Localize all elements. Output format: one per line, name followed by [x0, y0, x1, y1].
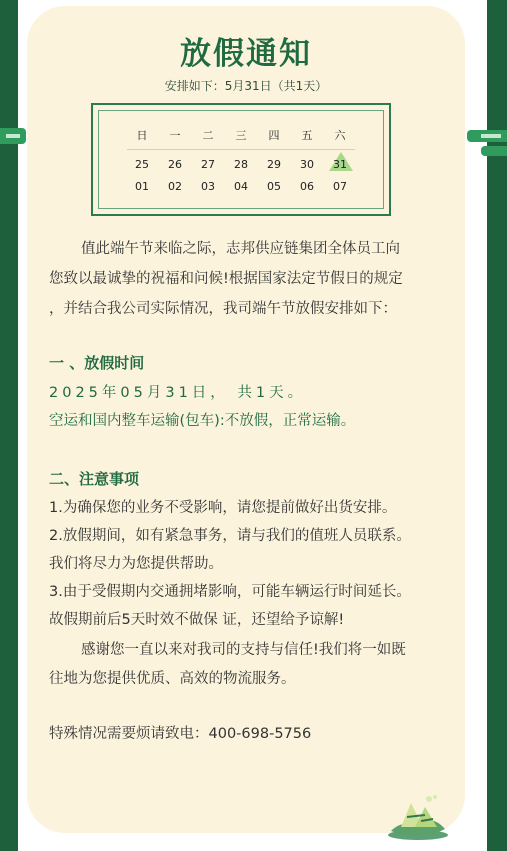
note-line: 2.放假期间，如有紧急事务，请与我们的值班人员联系。: [49, 528, 411, 544]
highlight-day-label: 31: [333, 158, 347, 171]
calendar-day: 29: [267, 158, 281, 171]
weekday: 四: [268, 129, 280, 142]
calendar-day: 07: [333, 180, 347, 193]
weekday: 日: [136, 129, 148, 142]
thanks-line: 感谢您一直以来对我司的支持与信任!我们将一如既: [81, 642, 406, 658]
left-frame-ornament: [0, 128, 26, 144]
calendar: [91, 103, 391, 216]
right-frame-ornament: [467, 130, 507, 158]
weekday: 三: [235, 129, 247, 142]
calendar-day: 02: [168, 180, 182, 193]
note-line: 3.由于受假期内交通拥堵影响，可能车辆运行时间延长。: [49, 584, 411, 600]
section-heading-notes: 二、注意事项: [49, 470, 140, 488]
intro-line: ，并结合我公司实际情况，我司端午节放假安排如下：: [49, 301, 397, 317]
calendar-day: 25: [135, 158, 149, 171]
holiday-date: 2025年05月31日， 共1天。: [49, 385, 307, 401]
weekday: 二: [202, 129, 214, 142]
right-frame-border: [481, 0, 507, 851]
calendar-day: 04: [234, 180, 248, 193]
calendar-day: 28: [234, 158, 248, 171]
weekday: 五: [301, 129, 313, 142]
holiday-note: 空运和国内整车运输(包车):不放假，正常运输。: [49, 413, 356, 429]
notice-card: [27, 6, 465, 833]
section-heading-holiday: 一 、放假时间: [49, 354, 145, 372]
notice-subtitle: 安排如下：5月31日（共1天）: [164, 79, 328, 93]
calendar-day: 06: [300, 180, 314, 193]
note-line: 故假期前后5天时效不做保 证，还望给予谅解!: [49, 612, 345, 628]
weekday: 六: [334, 129, 346, 142]
intro-line: 您致以最诚挚的祝福和问候!根据国家法定节假日的规定: [49, 271, 403, 287]
calendar-weekdays: [131, 127, 351, 143]
calendar-day: 05: [267, 180, 281, 193]
note-line: 1.为确保您的业务不受影响，请您提前做好出货安排。: [49, 500, 397, 516]
zongzi-illustration-icon: [385, 791, 451, 841]
calendar-week-1: [131, 158, 351, 171]
weekday: 一: [169, 129, 181, 142]
note-line: 我们将尽力为您提供帮助。: [49, 556, 223, 572]
calendar-day: 26: [168, 158, 182, 171]
calendar-day: 03: [201, 180, 215, 193]
thanks-line: 往地为您提供优质、高效的物流服务。: [49, 671, 296, 687]
calendar-week-2: [131, 180, 351, 193]
intro-line: 值此端午节来临之际，志邦供应链集团全体员工向: [81, 241, 400, 257]
calendar-day: 30: [300, 158, 314, 171]
calendar-day: 01: [135, 180, 149, 193]
calendar-day-highlighted: [329, 158, 351, 171]
calendar-day: 27: [201, 158, 215, 171]
notice-title: 放假通知: [180, 36, 312, 72]
contact-line: 特殊情况需要烦请致电：400-698-5756: [49, 726, 312, 742]
